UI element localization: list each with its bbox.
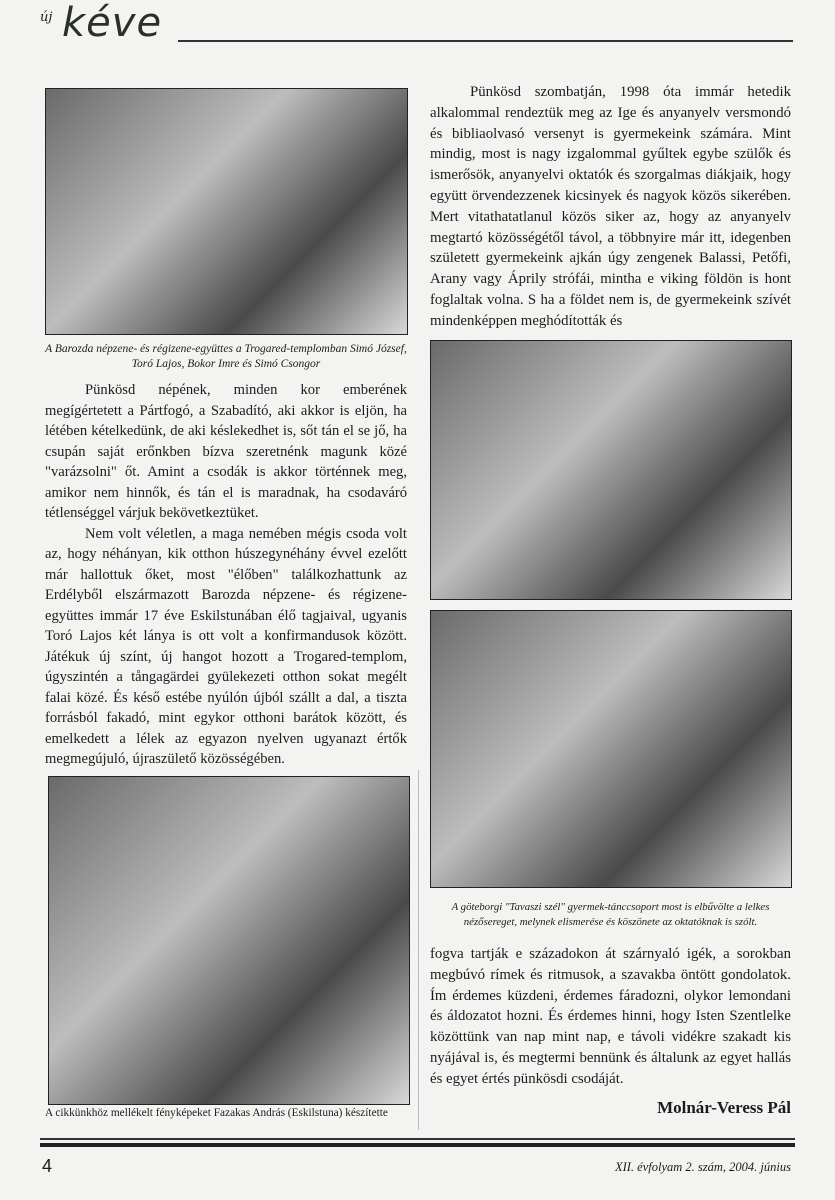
photo-confirmands (48, 776, 410, 1105)
photo-caption: A Barozda népzene- és régizene-együttes a Trogared-templomban Simó József, Toró Lajos, Bokor Imre és Simó Csongor (45, 343, 407, 370)
right-column-text-top (430, 82, 791, 332)
column-divider (418, 770, 419, 1130)
right-column-text-bottom (430, 944, 791, 1090)
magazine-logo (40, 0, 200, 48)
photo-caption: A göteborgi "Tavaszi szél" gyermek-tánccsoport most is elbűvölte a lelkes nézősereget, melynek elismerése és köszönete az oktatóknak is szólt. (451, 901, 770, 928)
page-number: 4 (42, 1156, 53, 1176)
left-column-text (45, 380, 407, 770)
photo-dance-group (430, 610, 792, 888)
photo-barozda-band (45, 88, 408, 335)
logo-prefix: új (40, 10, 53, 25)
paragraph: Pünkösd szombatján, 1998 óta immár hetedik alkalommal rendeztük meg az Ige és anyanyelv versmondó és bibliaolvasó versenyt is gyermekeink számára. Mint mindig, most is nagy izgalommal gyűltek egybe szülők és ismerősök, anyanyelvi oktatók és szorgalmas diákjaik, hogy együtt örvendezzenek kicsinyek és nagyok közös sikerében. Mert vitathatatlanul közös siker az, hogy az anyanyelv megtartó közösségétől távol, a többnyire már itt, idegenben született gyermekeink ajkán úgy zengenek Balassi, Petőfi, Arany vagy Áprily strófái, mintha e viking földön is hont foglaltak volna. S ha a földet nem is, de gyermekeink szívét mindenképpen meghódították és (430, 84, 791, 329)
paragraph: Nem volt véletlen, a maga nemében mégis csoda volt az, hogy néhányan, kik otthon húszegynéhány évvel ezelőtt már hallottuk őket, most "élőben" találkozhattunk az Erdélyből elszármazott Barozda népzene- és régizene-együttes immár 17 éve Eskilstunában élő tagjaival, ugyanis Toró Lajos két lánya is ott volt a konfirmandusok között. Játékuk új színt, új hangot hozott a Trogared-templom, úgyszintén a tångagärdei gyülekezeti otthon sokat megélt falai közé. És késő estébe nyúlón újból szállt a dal, a tiszta forrásból fakadó, mint egykor otthoni barátok között, és emelkedett a lélek az egyazon nyelven ugyanazt értők megmegújuló, újraszülető közösségében. (45, 525, 407, 767)
photo-children-choir (430, 340, 792, 600)
issue-info: XII. évfolyam 2. szám, 2004. június (614, 1160, 791, 1174)
header-rule (178, 40, 793, 42)
paragraph: fogva tartják e századokon át szárnyaló igék, a sorokban megbúvó rímek és ritmusok, a szavakba öntött gondolatok. Ím érdemes küzdeni, érdemes fáradozni, olykor lemondani és áldozatot hozni. És érdemes hinni, hogy Isten Szentlelke közöttünk van nap mint nap, e távoli vidékre szakadt kis nyájával is, és megtermi bennünk és általunk az egyet hallás és egyet értés pünkösdi csodáját. (430, 946, 791, 1087)
photo-credit: A cikkünkhöz mellékelt fényképeket Fazakas András (Eskilstuna) készítette (45, 1107, 388, 1119)
paragraph: Pünkösd népének, minden kor emberének megígértetett a Pártfogó, a Szabadító, aki akkor is eljön, ha létében kételkedünk, de aki késlekedhet is, sőt tán el se jő, ha csupán saját erőnkben bízva szeretnénk magunk közé "varázsolni" őt. Amint a csodák is akkor történnek meg, amikor nem hinnők, és tán el is maradnak, ha csodaváró tétlenséggel várjuk bekövetkeztüket. (45, 382, 407, 521)
article-author: Molnár-Veress Pál (657, 1098, 791, 1117)
footer-rule-thick (40, 1143, 795, 1147)
footer-rule (40, 1138, 795, 1140)
logo-title: kéve (62, 0, 163, 46)
